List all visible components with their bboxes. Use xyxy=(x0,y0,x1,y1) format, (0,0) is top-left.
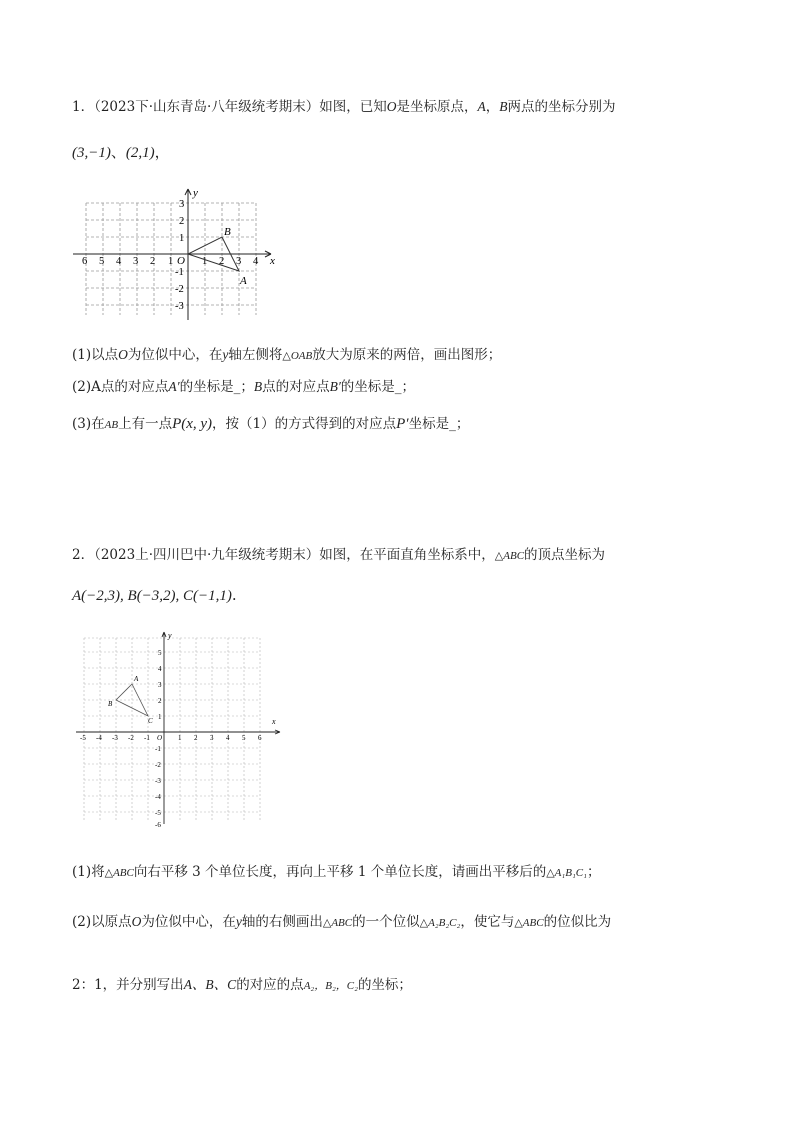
q1-part2 xyxy=(72,377,415,397)
q1-axis-x-label: x xyxy=(270,255,275,267)
q2-part2-text: ，使它与 xyxy=(460,914,515,930)
q2-x-tick: 5 xyxy=(242,734,246,742)
q2-y-tick: -6 xyxy=(155,821,161,828)
q2-part1-text: (1)将 xyxy=(72,864,105,880)
q2-x-tick-labels xyxy=(80,734,262,742)
q2-y-tick: -3 xyxy=(155,777,161,785)
q1-part1-text: 轴左侧将 xyxy=(228,347,283,363)
q2-point-A-label: A xyxy=(134,675,139,683)
q2-stem-text: 如图，在平面直角坐标系中， xyxy=(319,547,495,563)
q1-point-B-label: B xyxy=(224,226,231,238)
q1-part2-text: 的坐标是 xyxy=(179,379,234,395)
q2-part2-line2 xyxy=(72,975,412,996)
q2-y-tick: -5 xyxy=(155,809,161,817)
q1-stem-line xyxy=(72,97,616,117)
q2-part2-O: O xyxy=(131,914,142,929)
q2-stem-text: 的顶点坐标为 xyxy=(524,547,606,563)
q2-y-tick: -4 xyxy=(155,793,161,801)
q1-x-tick: 3 xyxy=(236,256,242,267)
q1-stem-comma: ， xyxy=(485,99,500,115)
q2-part2-text: 2：1，并分别写出 xyxy=(72,977,184,993)
q2-x-tick: -2 xyxy=(128,734,134,742)
q2-axis-x-label: x xyxy=(272,717,276,726)
q2-part2-y: y xyxy=(235,914,242,929)
q1-stem-B: B xyxy=(499,99,508,114)
q1-part2-text: 点的对应点 xyxy=(262,379,330,395)
q1-y-tick: -1 xyxy=(175,267,184,278)
q1-number: 1． xyxy=(72,99,95,115)
q2-part2-text: (2)以原点 xyxy=(72,914,132,930)
q1-part3-text: 坐标是 xyxy=(408,416,450,432)
q1-stem-O: O xyxy=(386,99,397,114)
q1-stem-text: 如图，已知 xyxy=(319,99,387,115)
q1-part1-text: (1)以点 xyxy=(72,347,119,363)
q1-coords-line xyxy=(72,142,170,163)
q1-part3-Pprime: P′ xyxy=(396,416,409,432)
q1-part3 xyxy=(72,414,469,435)
q2-part2-text: 的位似比为 xyxy=(543,914,612,930)
q2-axis-y-label: y xyxy=(168,631,172,640)
q1-x-tick: 1 xyxy=(202,256,208,267)
q1-part2-B: B xyxy=(253,379,263,394)
q1-part2-text: 的坐标是 xyxy=(340,379,395,395)
q2-part2-line1 xyxy=(72,912,611,933)
q1-part2-text: (2)A xyxy=(72,379,101,395)
q1-x-tick: 2 xyxy=(150,256,156,267)
q2-part2-text: 的对应的点 xyxy=(236,977,304,993)
q1-x-tick: 2 xyxy=(219,256,225,267)
q1-part1-text: 为位似中心，在 xyxy=(127,347,223,363)
q1-coord-sep: 、 xyxy=(110,143,126,161)
q1-part3-blank: _； xyxy=(449,416,470,432)
q2-x-tick: 1 xyxy=(178,734,182,742)
q1-x-tick: 1 xyxy=(168,256,174,267)
q1-x-tick: 4 xyxy=(253,256,259,267)
q1-x-tick: 5 xyxy=(99,256,105,267)
q2-origin-label: O xyxy=(157,734,163,742)
q1-origin-label: O xyxy=(177,255,185,267)
q2-part2-ABC: A、B、C xyxy=(183,977,237,992)
q2-coords-end: . xyxy=(231,586,237,604)
q2-y-tick: 1 xyxy=(158,713,162,721)
q1-part1-O: O xyxy=(118,347,128,362)
q1-x-tick: 4 xyxy=(116,256,122,267)
q2-source: （2023上·四川巴中·九年级统考期末） xyxy=(94,547,320,563)
q2-x-tick: -4 xyxy=(96,734,102,742)
q2-part2-triangle3: △ABC xyxy=(514,917,544,929)
q1-y-tick: -3 xyxy=(175,301,184,312)
q1-coord-B: (2,1) xyxy=(125,145,155,161)
q2-part1-text: 向右平移 3 个单位长度，再向上平移 1 个单位长度，请画出平移后的 xyxy=(133,864,547,880)
q2-x-tick: 3 xyxy=(210,734,214,742)
q1-point-A-label: A xyxy=(240,275,247,287)
q2-point-B-label: B xyxy=(108,700,113,708)
q2-number: 2． xyxy=(72,547,95,563)
q1-part2-blank: _； xyxy=(394,379,416,395)
q1-part1-text: 放大为原来的两倍，画出图形； xyxy=(312,347,502,363)
q1-part3-text: ，按（1）的方式得到的对应点 xyxy=(212,416,397,432)
q2-part1 xyxy=(72,862,600,883)
q2-part2-points: A₂，B₂，C₂ xyxy=(303,980,358,992)
q1-x-tick: 3 xyxy=(133,256,139,267)
q2-part1-triangle: △ABC xyxy=(104,867,134,879)
q2-part2-text: 轴的右侧画出 xyxy=(241,914,323,930)
q1-y-tick: 3 xyxy=(179,199,185,210)
q2-y-tick: 5 xyxy=(158,649,162,657)
q2-part2-triangle: △ABC xyxy=(322,917,353,929)
q1-part3-text: 上有一点 xyxy=(118,416,173,432)
q2-stem-triangle: △ABC xyxy=(494,550,525,562)
q2-part2-text: 为位似中心，在 xyxy=(141,914,236,930)
q1-stem-text: 两点的坐标分别为 xyxy=(507,99,616,115)
q1-y-tick: 1 xyxy=(179,233,185,244)
q2-part2-text: 的一个位似 xyxy=(352,914,420,930)
q2-y-tick: -1 xyxy=(155,745,161,753)
q2-x-tick: -5 xyxy=(80,734,86,742)
q2-stem-line xyxy=(72,545,605,566)
q2-y-tick: 3 xyxy=(158,681,162,689)
q1-coord-end: ， xyxy=(154,143,170,161)
q2-y-tick: 2 xyxy=(158,697,162,705)
q2-coords: A(−2,3), B(−3,2), C(−1,1) xyxy=(72,588,232,604)
q2-x-tick: -3 xyxy=(112,734,118,742)
q2-coords-line xyxy=(72,585,237,606)
q2-part2-text: 的坐标； xyxy=(357,977,412,993)
q2-x-tick: 6 xyxy=(258,734,262,742)
q1-part1-y: y xyxy=(222,347,229,362)
q2-part1-triangle1: △A₁B₁C₁ xyxy=(546,867,587,879)
q2-x-tick: -1 xyxy=(144,734,150,742)
q1-part1-triangle: △OAB xyxy=(282,350,313,362)
q2-grid xyxy=(84,638,260,820)
q1-part3-P: P(x, y) xyxy=(172,416,213,432)
q1-coord-A: (3,−1) xyxy=(72,145,111,161)
q2-y-tick: 4 xyxy=(158,665,162,673)
q1-part2-text: 点的对应点 xyxy=(100,379,169,395)
q2-part1-text: ； xyxy=(586,864,601,880)
q1-y-tick: -2 xyxy=(175,284,184,295)
q1-source: （2023下·山东青岛·八年级统考期末） xyxy=(94,99,320,115)
q1-axis-y-label: y xyxy=(193,187,198,199)
q2-part2-triangle2: △A₂B₂C₂ xyxy=(419,917,461,929)
q1-part2-Bprime: B′ xyxy=(329,379,341,394)
q1-stem-text: 是坐标原点， xyxy=(396,99,478,115)
q2-y-tick: -2 xyxy=(155,761,161,769)
q2-coordinate-graph xyxy=(68,628,290,828)
q1-y-tick: 2 xyxy=(179,216,185,227)
q2-x-tick: 2 xyxy=(194,734,198,742)
q1-part2-Aprime: A′ xyxy=(168,379,180,394)
q1-coordinate-graph xyxy=(68,185,288,325)
q2-x-tick: 4 xyxy=(226,734,230,742)
q1-part3-text: (3)在 xyxy=(72,416,105,432)
q1-part1 xyxy=(72,345,501,366)
q1-x-tick: 6 xyxy=(82,256,88,267)
q2-point-C-label: C xyxy=(148,717,153,725)
q1-part2-blank: _； xyxy=(233,379,254,395)
q1-stem-A: A xyxy=(477,99,486,114)
q1-part3-AB: AB xyxy=(104,419,119,431)
